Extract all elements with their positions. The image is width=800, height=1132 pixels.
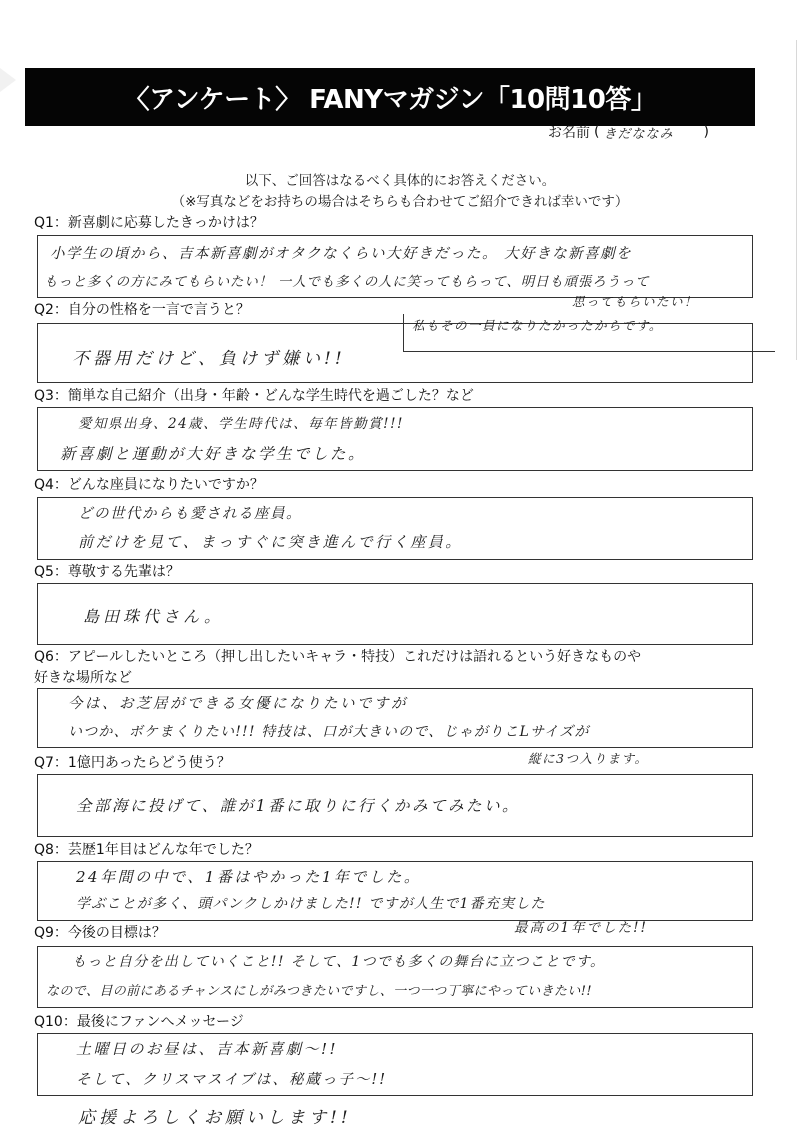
question-9-answer-box[interactable] bbox=[37, 946, 753, 1008]
page-title: 〈アンケート〉 FANYマガジン「10問10答」 bbox=[123, 84, 657, 115]
question-1-label: Q1：新喜劇に応募したきっかけは？ bbox=[34, 215, 264, 231]
question-5-label: Q5：尊敬する先輩は？ bbox=[34, 564, 180, 580]
overflow-answer-line: 応援よろしくお願いします!! bbox=[78, 1108, 352, 1128]
answer-line: 前だけを見て、まっすぐに突き進んで行く座員。 bbox=[78, 533, 463, 551]
question-4-answer-box[interactable] bbox=[37, 497, 753, 560]
question-2-label: Q2：自分の性格を一言で言うと？ bbox=[34, 302, 250, 318]
overflow-answer-line: 思ってもらいたい！ bbox=[572, 294, 699, 309]
question-6-label-line-2: 好きな場所など bbox=[34, 670, 132, 686]
answer-line: もっと自分を出していくこと!! そして、1つでも多くの舞台に立つことです。 bbox=[72, 954, 606, 970]
question-1-answer-box[interactable] bbox=[37, 235, 753, 298]
name-value[interactable]: きだななみ bbox=[603, 126, 674, 142]
answer-line: そして、クリスマスイブは、秘蔵っ子～!! bbox=[76, 1072, 388, 1088]
question-6-answer-box[interactable] bbox=[37, 688, 753, 748]
question-10-label: Q10：最後にファンへメッセージ bbox=[34, 1014, 244, 1030]
scan-artifact bbox=[0, 68, 16, 92]
answer-line: いつか、ボケまくりたい!!! 特技は、口が大きいので、じゃがりこLサイズが bbox=[68, 724, 590, 740]
answer-line: もっと多くの方にみてもらいたい！ 一人でも多くの人に笑ってもらって、明日も頑張ろうって bbox=[44, 274, 650, 290]
answer-line: 24年間の中で、1番はやかった1年でした。 bbox=[76, 868, 422, 886]
answer-line: 新喜劇と運動が大好きな学生でした。 bbox=[60, 445, 367, 463]
name-close-paren: ) bbox=[703, 124, 709, 140]
answer-line: 不器用だけど、負けず嫌い!! bbox=[72, 349, 346, 369]
question-7-label: Q7：1億円あったらどう使う？ bbox=[34, 755, 231, 771]
question-8-label: Q8：芸歴1年目はどんな年でした？ bbox=[34, 842, 259, 858]
answer-line: なので、目の前にあるチャンスにしがみつきたいですし、一つ一つ丁寧にやっていきたい!! bbox=[46, 984, 592, 999]
question-10-answer-box[interactable] bbox=[37, 1033, 753, 1096]
scan-edge bbox=[796, 40, 797, 360]
answer-line: 小学生の頃から、吉本新喜劇がオタクなくらい大好きだった。 大好きな新喜劇を bbox=[50, 246, 633, 262]
question-6-label-line-1: Q6：アピールしたいところ（押し出したいキャラ・特技）これだけは語れるという好きなものや bbox=[34, 649, 642, 665]
answer-line: 全部海に投げて、誰が1番に取りに行くかみてみたい。 bbox=[76, 797, 521, 815]
name-label: お名前 bbox=[548, 125, 590, 141]
question-3-answer-box[interactable] bbox=[37, 407, 753, 471]
header-banner bbox=[25, 68, 755, 126]
question-8-answer-box[interactable] bbox=[37, 861, 753, 921]
question-7-answer-box[interactable] bbox=[37, 774, 753, 837]
answer-line: 愛知県出身、24歳、学生時代は、毎年皆勤賞!!! bbox=[78, 416, 404, 432]
name-field bbox=[548, 121, 778, 143]
question-5-answer-box[interactable] bbox=[37, 583, 753, 645]
answer-line: どの世代からも愛される座員。 bbox=[78, 506, 302, 522]
answer-line: 島田珠代さん。 bbox=[83, 607, 224, 626]
question-9-label: Q9：今後の目標は？ bbox=[34, 925, 166, 941]
question-6-label bbox=[34, 647, 754, 689]
question-4-label: Q4：どんな座員になりたいですか？ bbox=[34, 477, 264, 493]
instructions-line-2: （※写真などをお持ちの場合はそちらも合わせてご紹介できれば幸いです） bbox=[171, 194, 629, 210]
overflow-answer-line: 私もその一員になりたかったからです。 bbox=[412, 318, 663, 333]
overflow-answer-line: 最高の1年でした!! bbox=[514, 920, 648, 936]
answer-line: 学ぶことが多く、頭パンクしかけました!! ですが人生で1番充実した bbox=[76, 896, 546, 912]
name-open-paren: ( bbox=[594, 124, 600, 140]
question-3-label: Q3：簡単な自己紹介（出身・年齢・どんな学生時代を過ごした？など bbox=[34, 388, 474, 404]
instructions bbox=[0, 171, 800, 213]
instructions-line-1: 以下、ご回答はなるべく具体的にお答えください。 bbox=[244, 173, 556, 189]
answer-line: 土曜日のお昼は、吉本新喜劇～!! bbox=[76, 1040, 339, 1058]
answer-line: 今は、お芝居ができる女優になりたいですが bbox=[68, 696, 408, 712]
overflow-answer-line: 縦に3つ入ります。 bbox=[528, 751, 649, 766]
